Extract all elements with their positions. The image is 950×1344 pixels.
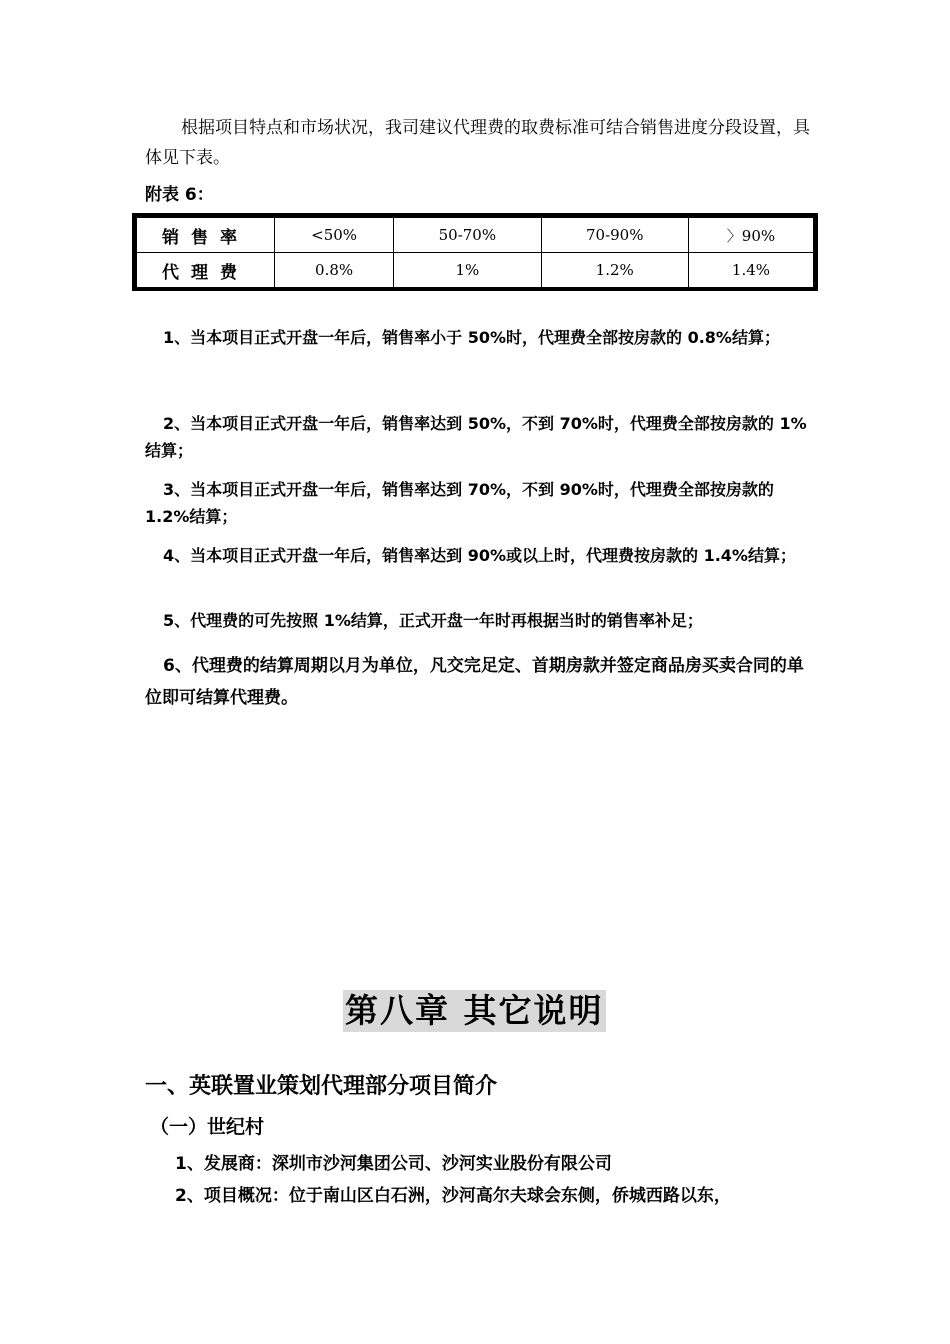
table-caption: 附表 6：: [145, 185, 214, 205]
table-cell: 1%: [394, 253, 541, 288]
table-cell: 〉90%: [688, 218, 813, 253]
table-cell: 70-90%: [541, 218, 688, 253]
table-row-agency-fee: [137, 253, 814, 288]
list-item: 1、发展商：深圳市沙河集团公司、沙河实业股份有限公司: [175, 1154, 612, 1174]
section-title: 一、英联置业策划代理部分项目简介: [145, 1074, 498, 1099]
rule-item-1: 1、当本项目正式开盘一年后，销售率小于 50%时，代理费全部按房款的 0.8%结算；: [163, 328, 780, 347]
chapter-title: 第八章 其它说明: [345, 991, 604, 1030]
intro-paragraph: 根据项目特点和市场状况，我司建议代理费的取费标准可结合销售进度分段设置，具体见下表。: [145, 118, 810, 168]
table-cell: 0.8%: [275, 253, 394, 288]
subsection-title: （一）世纪村: [150, 1116, 265, 1138]
table-cell: 50-70%: [394, 218, 541, 253]
agency-fee-table: [132, 213, 818, 291]
row-header-sales-rate: 销售率: [137, 218, 275, 253]
table-cell: 1.2%: [541, 253, 688, 288]
rule-item-6: 6、代理费的结算周期以月为单位，凡交完足定、首期房款并签定商品房买卖合同的单位即可结算代理费。: [145, 656, 804, 708]
rule-item-3: 3、当本项目正式开盘一年后，销售率达到 70%，不到 90%时，代理费全部按房款的 1.2%结算；: [145, 480, 774, 526]
table-cell: <50%: [275, 218, 394, 253]
rule-item-2: 2、当本项目正式开盘一年后，销售率达到 50%，不到 70%时，代理费全部按房款的 1%结算；: [145, 414, 807, 460]
table-row-sales-rate: [137, 218, 814, 253]
rule-item-5: 5、代理费的可先按照 1%结算，正式开盘一年时再根据当时的销售率补足；: [163, 611, 703, 630]
list-item: 2、项目概况：位于南山区白石洲，沙河高尔夫球会东侧，侨城西路以东，: [175, 1186, 731, 1206]
rule-item-4: 4、当本项目正式开盘一年后，销售率达到 90%或以上时，代理费按房款的 1.4%结算；: [163, 546, 796, 565]
row-header-agency-fee: 代理费: [137, 253, 275, 288]
table-cell: 1.4%: [688, 253, 813, 288]
